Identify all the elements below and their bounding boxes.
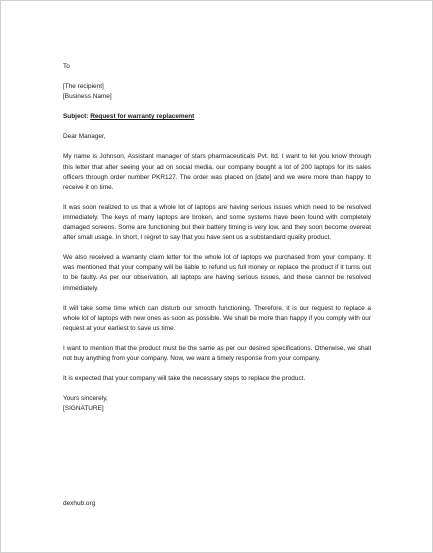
paragraph-intro: My name is Johnson, Assistant manager of stars pharmaceuticals Pvt. ltd. I want to let you know through this letter that after seeing your ad on social media, our company bought a lot of 200 laptops for its sales officers through order number PKR127. The order was placed on [date] and we were more than happy to receive it on time.	[63, 153, 371, 191]
paragraph-expectation: It is expected that your company will take the necessary steps to replace the product.	[63, 375, 306, 383]
to-line: To	[63, 63, 70, 70]
recipient-line: [The recipient]	[63, 83, 104, 91]
subject-label: Subject:	[63, 113, 89, 121]
subject-line	[63, 112, 371, 122]
closing: Yours sincerely,	[63, 395, 108, 403]
business-name-line: [Business Name]	[63, 93, 112, 101]
paragraph-specifications: I want to mention that the product must be the same as per our desired specifications. Otherwise, we shall not buy anything from your company. Now, we want a timely response from your company.	[63, 344, 371, 362]
paragraph-warranty: We also received a warranty claim letter for the whole lot of laptops we purchased from your company. It was mentioned that your company will be liable to refund us full money or replace the product if it turns out to be faulty. As per our observation, all laptops are having serious issues, and these cannot be resolved immediately.	[63, 254, 371, 292]
signature-placeholder: [SIGNATURE]	[63, 405, 104, 413]
letter-body	[63, 62, 371, 414]
paragraph-request: It will take some time which can disturb our smooth functioning. Therefore, it is our request to replace a whole lot of laptops with new ones as soon as possible. We shall be more than happy if you comply with our request at your earliest to save us time.	[63, 304, 371, 332]
subject-text: Request for warranty replacement	[90, 113, 195, 121]
salutation: Dear Manager,	[63, 133, 106, 141]
paragraph-issues: It was soon realized to us that a whole lot of laptops are having serious issues which need to be resolved immediately. The keys of many laptops are broken, and some systems have been found with completely damaged screens. Some are functioning but their battery timing is very low, and they soon become overeat after small usage. In short, I regret to say that you have sent us a substandard quality product.	[63, 203, 371, 242]
footer-source: dexhub.org	[63, 500, 96, 507]
